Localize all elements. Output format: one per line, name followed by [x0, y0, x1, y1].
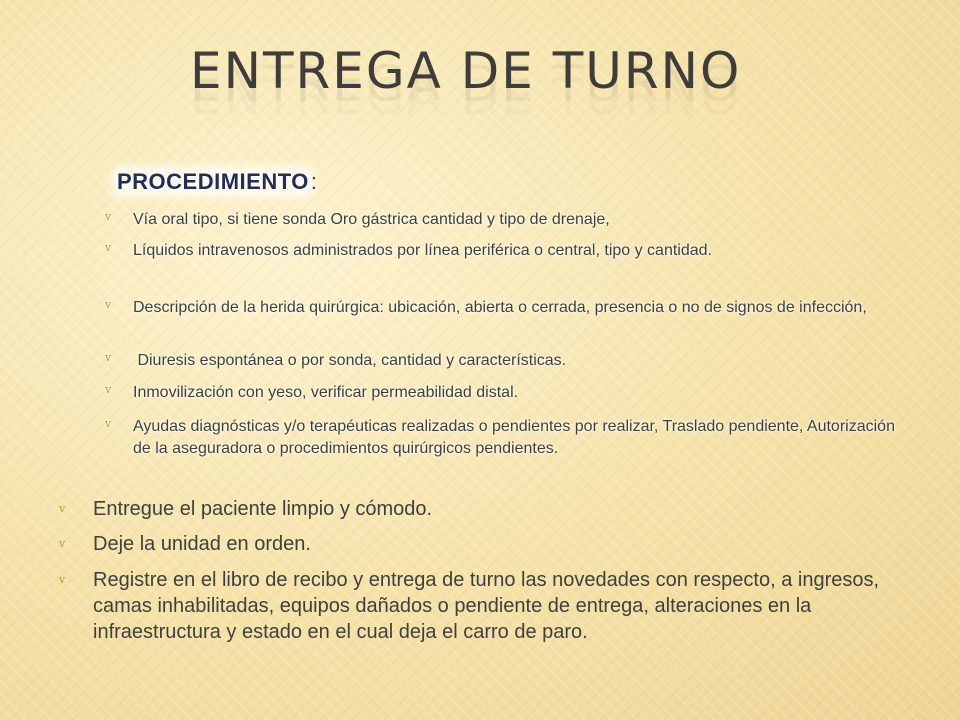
- bullet-icon: v: [59, 502, 66, 515]
- section-heading: [115, 169, 317, 195]
- bullet-icon: v: [105, 298, 112, 311]
- section-heading-text: PROCEDIMIENTO: [117, 169, 309, 194]
- sub-item-text: Descripción de la herida quirúrgica: ubicación, abierta o cerrada, presencia o no de signos de infección,: [133, 299, 867, 316]
- main-item-unit-order: [59, 531, 905, 557]
- slide-title: ENTREGA DE TURNO: [190, 42, 742, 100]
- sub-item-diagnostics: [105, 416, 903, 460]
- sub-item-immobilization: [105, 382, 903, 404]
- main-item-text: Deje la unidad en orden.: [93, 533, 311, 555]
- main-item-text: Registre en el libro de recibo y entrega de turno las novedades con respecto, a ingresos, camas inhabilitadas, equipos dañados o pendiente de entrega, alteraciones en la infraestructura y estado en el cual deja el carro de paro.: [93, 569, 880, 643]
- section-heading-colon: :: [310, 169, 318, 194]
- sub-item-iv-fluids: [105, 240, 903, 262]
- sub-item-oral-route: [105, 209, 903, 231]
- bullet-icon: v: [105, 383, 112, 396]
- main-item-patient-clean: [59, 496, 905, 522]
- sub-item-text: Líquidos intravenosos administrados por línea periférica o central, tipo y cantidad.: [133, 242, 712, 259]
- sub-item-text: Inmovilización con yeso, verificar permeabilidad distal.: [133, 384, 519, 401]
- main-item-text: Entregue el paciente limpio y cómodo.: [93, 498, 433, 520]
- sub-item-text: Diuresis espontánea o por sonda, cantidad y características.: [133, 352, 567, 369]
- bullet-icon: v: [59, 573, 66, 586]
- sub-item-surgical-wound: [105, 297, 903, 319]
- sub-item-text: Ayudas diagnósticas y/o terapéuticas realizadas o pendientes por realizar, Traslado pendiente, Autorización de la aseguradora o procedimientos quirúrgicos pendientes.: [133, 418, 895, 457]
- bullet-icon: v: [105, 210, 112, 223]
- bullet-icon: v: [105, 417, 112, 430]
- bullet-icon: v: [105, 241, 112, 254]
- bullet-icon: v: [59, 537, 66, 550]
- main-item-register-logbook: [59, 567, 905, 645]
- bullet-icon: v: [105, 351, 112, 364]
- sub-item-diuresis: [105, 350, 903, 372]
- sub-item-text: Vía oral tipo, si tiene sonda Oro gástrica cantidad y tipo de drenaje,: [133, 211, 610, 228]
